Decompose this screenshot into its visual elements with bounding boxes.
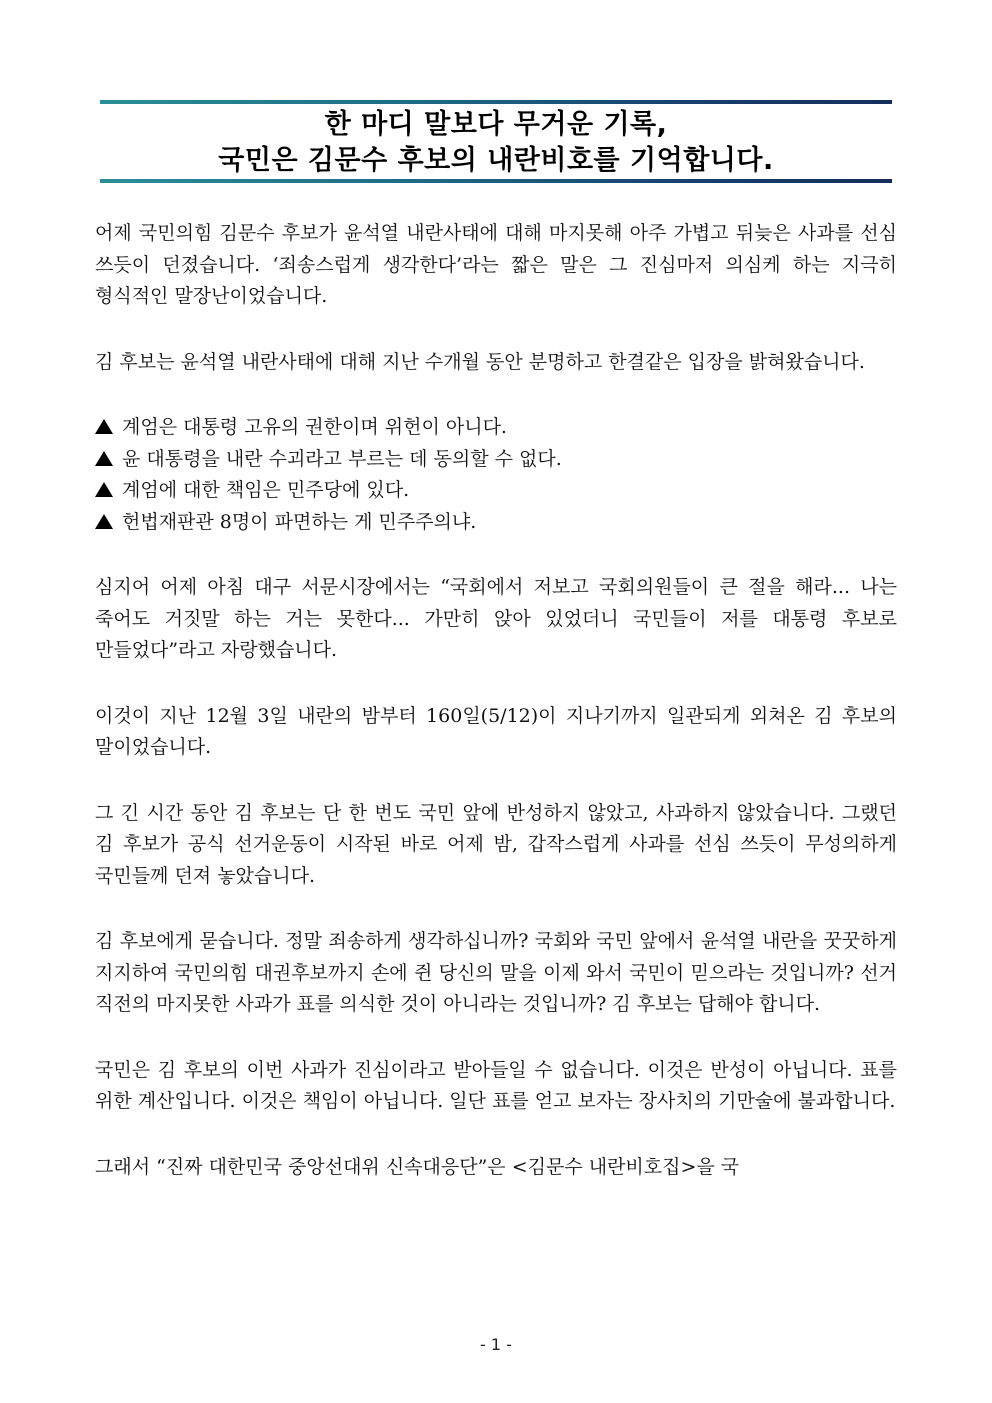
quote-list (95, 412, 897, 538)
list-item-text: 헌법재판관 8명이 파면하는 게 민주주의냐. (122, 510, 477, 533)
paragraph-8: 그래서 “진짜 대한민국 중앙선대위 신속대응단”은 <김문수 내란비호집>을 국 (95, 1155, 740, 1178)
list-item-text: 계엄에 대한 책임은 민주당에 있다. (122, 479, 410, 501)
paragraph-6: 김 후보에게 묻습니다. 정말 죄송하게 생각하십니까? 국회와 국민 앞에서 윤석열 내란을 꿋꿋하게 지지하여 국민의힘 대권후보까지 손에 쥔 당신의 말을 이제 와서 국민이 믿으라는 것입니까? 선거 직전의 마지못한 사과가 표를 의식한 것이 아니라는 것입니까? 김 후보는 답해야 합니다. (95, 930, 897, 1015)
triangle-bullet-icon (95, 419, 113, 434)
paragraph-2: 김 후보는 윤석열 내란사태에 대해 지난 수개월 동안 분명하고 한결같은 입장을 밝혀왔습니다. (95, 350, 865, 373)
paragraph-4: 이것이 지난 12월 3일 내란의 밤부터 160일(5/12)이 지나기까지 일관되게 외쳐온 김 후보의 말이었습니다. (95, 704, 897, 758)
title-line-1: 한 마디 말보다 무거운 기록, (324, 109, 668, 140)
document-body (95, 218, 897, 1217)
title-line-2: 국민은 김문수 후보의 내란비호를 기억합니다. (218, 145, 774, 176)
title-top-rule (100, 100, 892, 104)
paragraph-3: 심지어 어제 아침 대구 서문시장에서는 “국회에서 저보고 국회의원들이 큰 절을 해라... 나는 죽어도 거짓말 하는 거는 못한다... 가만히 앉아 있었더니 국민들이 저를 대통령 후보로 만들었다”라고 자랑했습니다. (95, 576, 897, 661)
paragraph-1: 어제 국민의힘 김문수 후보가 윤석열 내란사태에 대해 마지못해 아주 가볍고 뒤늦은 사과를 선심 쓰듯이 던졌습니다. ‘죄송스럽게 생각한다’라는 짧은 말은 그 진심마저 의심케 하는 지극히 형식적인 말장난이었습니다. (95, 222, 897, 307)
title-block (100, 100, 892, 184)
title-bottom-rule (100, 179, 892, 183)
page-number: - 1 - (480, 1335, 512, 1354)
paragraph-7: 국민은 김 후보의 이번 사과가 진심이라고 받아들일 수 없습니다. 이것은 반성이 아닙니다. 표를 위한 계산입니다. 이것은 책임이 아닙니다. 일단 표를 얻고 보자는 장사치의 기만술에 불과합니다. (95, 1058, 897, 1112)
list-item-text: 윤 대통령을 내란 수괴라고 부르는 데 동의할 수 없다. (122, 447, 562, 470)
list-item (95, 475, 897, 507)
triangle-bullet-icon (95, 482, 113, 497)
list-item-text: 계엄은 대통령 고유의 권한이며 위헌이 아니다. (122, 416, 507, 438)
triangle-bullet-icon (95, 451, 113, 466)
list-item (95, 507, 897, 539)
list-item (95, 412, 897, 444)
triangle-bullet-icon (95, 514, 113, 529)
list-item (95, 444, 897, 476)
paragraph-5: 그 긴 시간 동안 김 후보는 단 한 번도 국민 앞에 반성하지 않았고, 사과하지 않았습니다. 그랬던 김 후보가 공식 선거운동이 시작된 바로 어제 밤, 갑작스럽게 사과를 선심 쓰듯이 무성의하게 국민들께 던져 놓았습니다. (95, 801, 897, 887)
